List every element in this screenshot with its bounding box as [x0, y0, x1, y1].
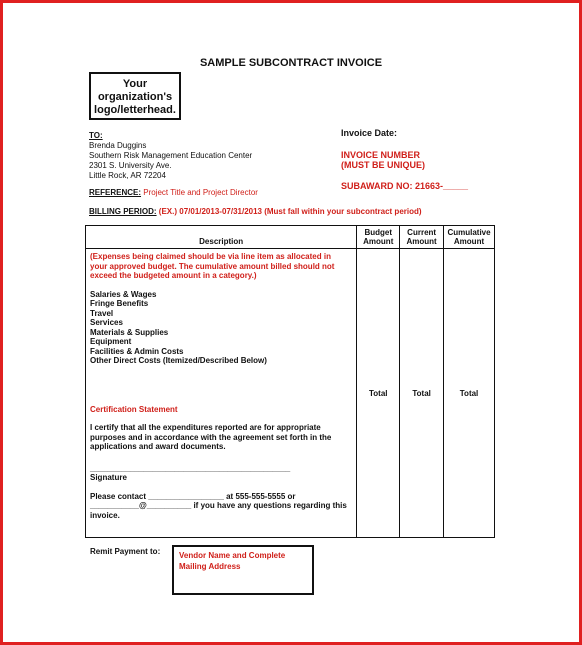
certification-line: I certify that all the expenditures reported are for appropriate [90, 423, 321, 432]
category-item: Equipment [90, 337, 132, 346]
document-title: SAMPLE SUBCONTRACT INVOICE [199, 57, 383, 69]
category-item: Salaries & Wages [90, 289, 157, 299]
category-item: Travel [90, 308, 114, 318]
cumulative-total: Total [444, 249, 495, 538]
category-item: Services [90, 318, 123, 327]
budget-total: Total [357, 249, 400, 538]
invoice-number-line: (MUST BE UNIQUE) [341, 160, 425, 170]
remit-address-box [172, 545, 314, 595]
invoice-number-line: INVOICE NUMBER [341, 150, 421, 160]
header-text: Budget [364, 228, 393, 237]
header-cumulative [444, 226, 495, 249]
remit-line: Mailing Address [179, 561, 241, 571]
header-current [400, 226, 444, 249]
certification-line: applications and award documents. [90, 442, 226, 451]
subaward-number: SUBAWARD NO: 21663-_____ [341, 181, 469, 191]
remit-label: Remit Payment to: [90, 547, 161, 556]
invoice-date-label: Invoice Date: [341, 128, 398, 138]
invoice-number [341, 150, 425, 170]
to-line: Southern Risk Management Education Center [89, 151, 253, 160]
header-text: Amount [406, 237, 437, 246]
table-header-row [86, 226, 495, 249]
description-cell [86, 249, 357, 538]
category-item: Other Direct Costs (Itemized/Described Below) [90, 356, 267, 365]
certification-line: purposes and in accordance with the agreement set forth in the [90, 432, 332, 442]
contact-line: Please contact _________________ at 555-555-5555 or [90, 491, 296, 501]
header-text: Cumulative [447, 228, 491, 237]
billing-period-value: (EX.) 07/01/2013-07/31/2013 (Must fall within your subcontract period) [158, 207, 422, 216]
category-item: Facilities & Admin Costs [90, 346, 184, 356]
to-line: 2301 S. University Ave. [89, 161, 172, 170]
contact-line: ___________@__________ if you have any questions regarding this [90, 501, 347, 510]
reference-value: Project Title and Project Director [143, 188, 258, 197]
category-item: Fringe Benefits [90, 299, 149, 308]
certification-title: Certification Statement [90, 404, 178, 414]
header-description: Description [86, 226, 357, 249]
header-budget [357, 226, 400, 249]
instruction-line: (Expenses being claimed should be via line item as allocated in [90, 252, 331, 261]
table-row [86, 249, 495, 538]
signature-label: Signature [90, 473, 127, 482]
header-text: Amount [363, 237, 394, 246]
remit-line: Vendor Name and Complete [179, 551, 286, 560]
logo-line: organization's [97, 91, 173, 103]
contact-line: invoice. [90, 510, 120, 520]
billing-period-label: BILLING PERIOD: [89, 207, 157, 216]
logo-line: Your [122, 78, 148, 90]
logo-placeholder [89, 72, 181, 120]
billing-period-line [89, 207, 422, 217]
to-label: TO: [89, 131, 103, 140]
instruction-line: your approved budget. The cumulative amount billed should not [90, 261, 335, 271]
to-line: Brenda Duggins [89, 141, 147, 150]
current-total: Total [400, 249, 444, 538]
to-line: Little Rock, AR 72204 [89, 171, 166, 180]
logo-line: logo/letterhead. [94, 104, 176, 116]
header-text: Current [407, 228, 437, 237]
header-text: Amount [453, 237, 485, 246]
invoice-table [85, 225, 495, 538]
category-item: Materials & Supplies [90, 327, 169, 337]
instruction-line: exceed the budgeted amount in a category.) [90, 271, 257, 280]
reference-label: REFERENCE: [89, 188, 142, 197]
reference-line [89, 188, 258, 198]
to-block [89, 131, 252, 181]
signature-line: _____________________________________________ [90, 463, 291, 473]
